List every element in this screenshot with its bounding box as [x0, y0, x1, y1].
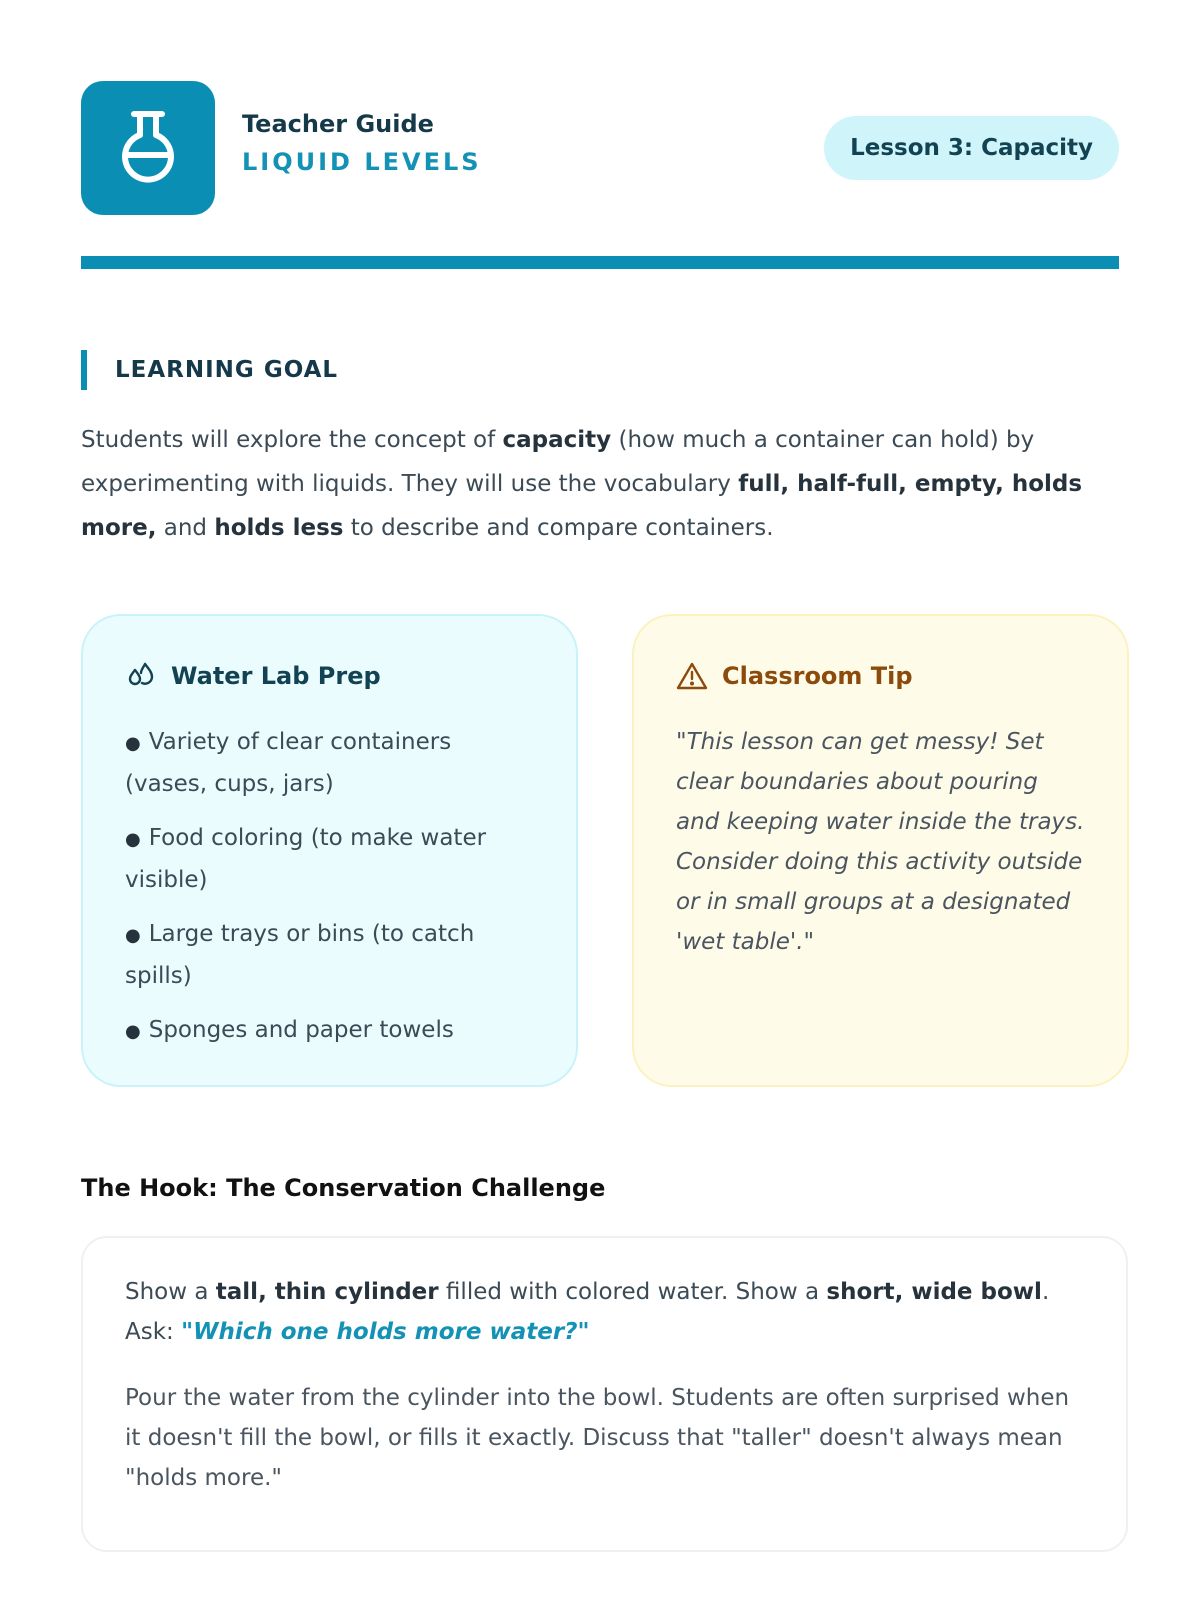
hook-paragraph-2: Pour the water from the cylinder into the bowl. Students are often surprised when it doesn't fill the bowl, or fills it exactly. Discuss that "taller" doesn't always mean "holds more.": [125, 1385, 1070, 1491]
title-block: [242, 106, 482, 182]
list-item: ● Variety of clear containers (vases, cups, jars): [125, 729, 452, 797]
hook-text-1: Show a: [125, 1279, 216, 1305]
goal-text-2: (how much a container can hold) by experimenting with liquids. They will use the vocabulary: [81, 427, 1035, 497]
lesson-badge: Lesson 3: Capacity: [824, 116, 1119, 180]
hook-heading: The Hook: The Conservation Challenge: [81, 1174, 606, 1202]
tip-card-title-text: Classroom Tip: [722, 662, 913, 690]
learning-goal-text: [81, 418, 1121, 550]
guide-title: Teacher Guide: [242, 110, 434, 138]
learning-goal-heading: LEARNING GOAL: [81, 350, 338, 390]
tip-card-title: [676, 656, 1085, 696]
goal-bold-holds-less: holds less: [214, 515, 344, 541]
hook-box: [81, 1236, 1128, 1552]
prep-card-title: [125, 656, 534, 696]
goal-text-4: to describe and compare containers.: [343, 515, 774, 541]
hook-question: "Which one holds more water?": [181, 1319, 590, 1345]
prep-card-title-text: Water Lab Prep: [171, 662, 381, 690]
header: [81, 0, 1119, 272]
header-divider: [81, 256, 1119, 269]
hook-text-3: . Ask:: [125, 1279, 1050, 1345]
tip-text: "This lesson can get messy! Set clear boundaries about pouring and keeping water inside the trays. Consider doing this activity outside or in small groups at a designated 'wet table'.": [676, 729, 1085, 955]
logo: [81, 81, 215, 215]
classroom-tip-card: [632, 614, 1129, 1087]
list-item-text: Sponges and paper towels: [148, 1017, 454, 1043]
list-item-text: Food coloring (to make water visible): [125, 825, 487, 893]
list-item-text: Large trays or bins (to catch spills): [125, 921, 475, 989]
guide-subtitle: LIQUID LEVELS: [242, 148, 482, 176]
goal-text-3: and: [156, 515, 215, 541]
hook-bold-cylinder: tall, thin cylinder: [215, 1279, 439, 1305]
hook-paragraph-1: [125, 1272, 1084, 1352]
list-item: ● Sponges and paper towels: [125, 1017, 454, 1043]
warning-icon: [676, 660, 708, 692]
droplets-icon: [125, 660, 157, 692]
list-item: ● Food coloring (to make water visible): [125, 825, 487, 893]
list-item-text: Variety of clear containers (vases, cups, jars): [125, 729, 452, 797]
goal-bold-capacity: capacity: [502, 427, 612, 453]
flask-icon: [116, 109, 180, 187]
hook-bold-bowl: short, wide bowl: [826, 1279, 1042, 1305]
water-lab-prep-card: [81, 614, 578, 1087]
hook-text-2: filled with colored water. Show a: [438, 1279, 827, 1305]
goal-bold-vocabulary: full, half-full, empty, holds more,: [81, 471, 1083, 541]
prep-list: [125, 722, 534, 1052]
list-item: ● Large trays or bins (to catch spills): [125, 921, 475, 989]
goal-text-1: Students will explore the concept of: [81, 427, 503, 453]
